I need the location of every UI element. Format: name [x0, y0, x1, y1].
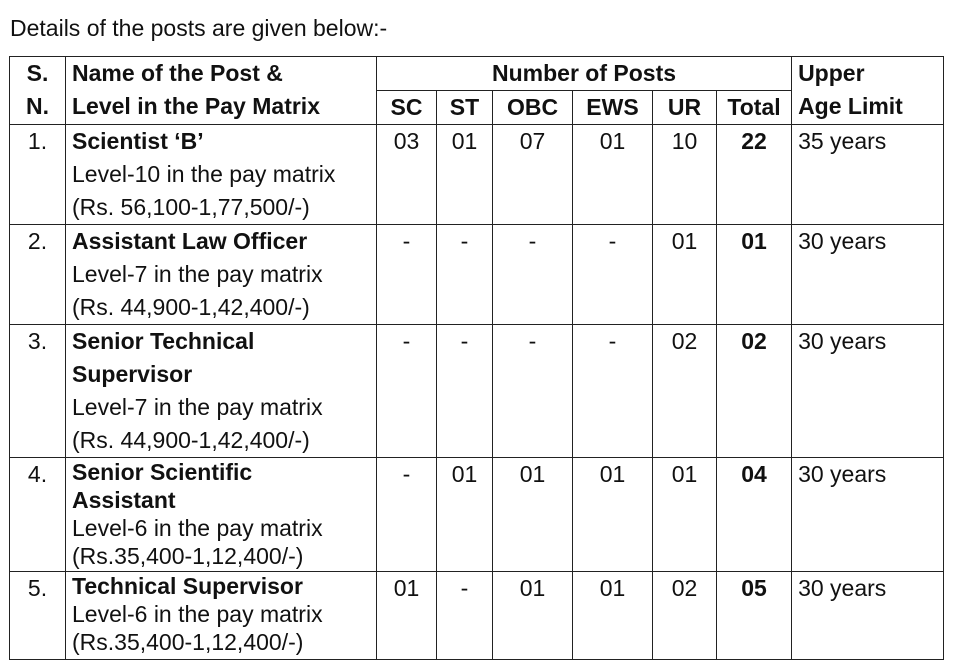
table-row — [10, 572, 944, 660]
sn-header — [10, 57, 66, 125]
row-post — [66, 325, 377, 458]
cell-age: 30 years — [792, 572, 944, 660]
table-row — [10, 125, 944, 225]
cell-ews: 01 — [573, 125, 653, 225]
row-sn: 5. — [10, 572, 66, 660]
cell-sc: 01 — [377, 572, 437, 660]
post-pay: (Rs. 44,900-1,42,400/-) — [72, 427, 310, 453]
cell-st: - — [437, 325, 493, 458]
intro-text: Details of the posts are given below:- — [10, 15, 388, 41]
cell-total: 02 — [717, 325, 792, 458]
post-pay: (Rs. 56,100-1,77,500/-) — [72, 194, 310, 220]
post-name-line-1: Senior Technical — [72, 328, 255, 354]
cell-age: 30 years — [792, 225, 944, 325]
st-header: ST — [437, 91, 493, 125]
cell-obc: 01 — [493, 458, 573, 572]
post-level: Level-7 in the pay matrix — [72, 394, 323, 420]
cell-st: - — [437, 225, 493, 325]
cell-total: 22 — [717, 125, 792, 225]
sn-header-line-2: N. — [26, 93, 49, 119]
post-name-line-1: Senior Scientific — [72, 459, 253, 485]
cell-obc: 01 — [493, 572, 573, 660]
cell-ews: - — [573, 225, 653, 325]
cell-obc: - — [493, 325, 573, 458]
number-of-posts-header: Number of Posts — [377, 57, 792, 91]
post-name-line-2: Assistant — [72, 487, 176, 513]
age-limit-header-line-2: Age Limit — [798, 93, 903, 119]
cell-sc: - — [377, 325, 437, 458]
cell-ur: 02 — [653, 325, 717, 458]
post-name: Assistant Law Officer — [72, 228, 308, 254]
cell-sc: 03 — [377, 125, 437, 225]
cell-obc: - — [493, 225, 573, 325]
cell-total: 01 — [717, 225, 792, 325]
posts-table — [9, 56, 944, 660]
cell-obc: 07 — [493, 125, 573, 225]
cell-st: 01 — [437, 458, 493, 572]
post-level: Level-10 in the pay matrix — [72, 161, 336, 187]
post-level: Level-6 in the pay matrix — [72, 601, 323, 627]
post-name-header — [66, 57, 377, 125]
cell-st: - — [437, 572, 493, 660]
header-row-1 — [10, 57, 944, 91]
post-name: Technical Supervisor — [72, 573, 303, 599]
post-level: Level-7 in the pay matrix — [72, 261, 323, 287]
cell-ur: 01 — [653, 225, 717, 325]
cell-age: 30 years — [792, 458, 944, 572]
post-name-line-2: Supervisor — [72, 361, 193, 387]
row-post — [66, 225, 377, 325]
cell-total: 05 — [717, 572, 792, 660]
row-post — [66, 572, 377, 660]
cell-ews: 01 — [573, 458, 653, 572]
age-limit-header-line-1: Upper — [798, 60, 865, 86]
table-row — [10, 458, 944, 572]
row-sn: 1. — [10, 125, 66, 225]
cell-age: 35 years — [792, 125, 944, 225]
post-name-header-line-2: Level in the Pay Matrix — [72, 93, 320, 119]
sn-header-line-1: S. — [26, 60, 49, 86]
post-level: Level-6 in the pay matrix — [72, 515, 323, 541]
age-limit-header — [792, 57, 944, 125]
row-post — [66, 125, 377, 225]
cell-ews: 01 — [573, 572, 653, 660]
cell-age: 30 years — [792, 325, 944, 458]
row-sn: 2. — [10, 225, 66, 325]
table-row — [10, 225, 944, 325]
cell-ur: 10 — [653, 125, 717, 225]
cell-ur: 01 — [653, 458, 717, 572]
post-pay: (Rs.35,400-1,12,400/-) — [72, 543, 304, 569]
cell-ews: - — [573, 325, 653, 458]
post-name: Scientist ‘B’ — [72, 128, 204, 154]
cell-total: 04 — [717, 458, 792, 572]
row-sn: 4. — [10, 458, 66, 572]
obc-header: OBC — [493, 91, 573, 125]
cell-sc: - — [377, 225, 437, 325]
ur-header: UR — [653, 91, 717, 125]
ews-header: EWS — [573, 91, 653, 125]
post-name-header-line-1: Name of the Post & — [72, 60, 283, 86]
sc-header: SC — [377, 91, 437, 125]
row-post — [66, 458, 377, 572]
total-header: Total — [717, 91, 792, 125]
post-pay: (Rs.35,400-1,12,400/-) — [72, 629, 304, 655]
row-sn: 3. — [10, 325, 66, 458]
post-pay: (Rs. 44,900-1,42,400/-) — [72, 294, 310, 320]
cell-sc: - — [377, 458, 437, 572]
cell-ur: 02 — [653, 572, 717, 660]
table-row — [10, 325, 944, 458]
cell-st: 01 — [437, 125, 493, 225]
